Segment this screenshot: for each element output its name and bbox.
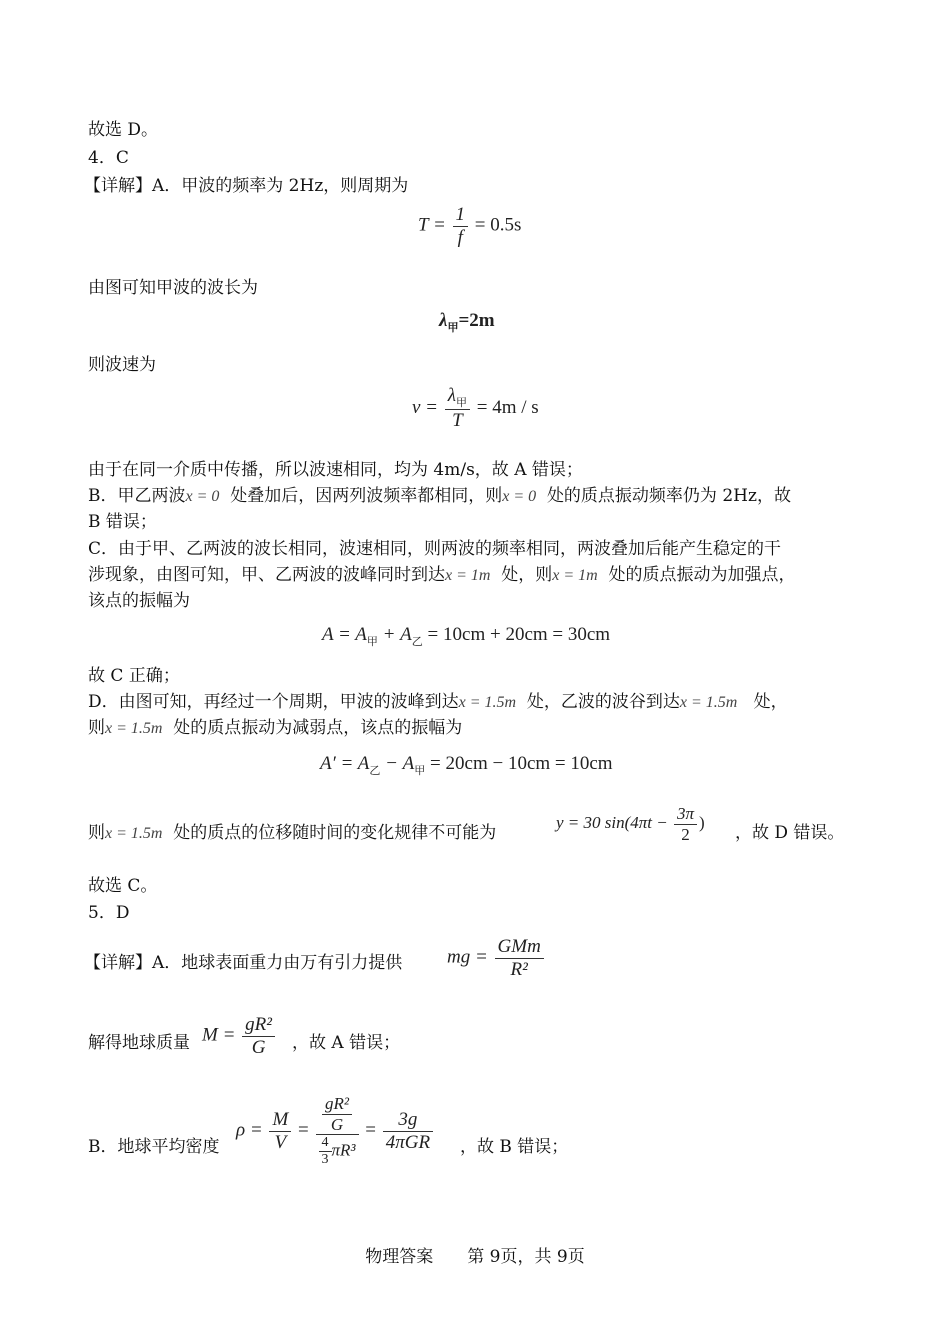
text-line: B 错误； [88, 512, 157, 532]
formula-amplitude-diff: $A' = A_乙 - A_甲 = 20cm - 10cm = 10cm$ [320, 753, 613, 777]
formula-velocity: v = $\frac{\lambda_甲}{T}$ = 4m / s [412, 385, 539, 432]
question-number: 5．D [88, 903, 130, 923]
text-line: B．甲乙两波x = 0 处叠加后，因两列波频率都相同，则x = 0 处的质点振动频率仍为 2Hz，故 [88, 486, 791, 506]
formula-wavelength: $\lambda_甲=2m$ [439, 310, 495, 334]
formula-gravity: mg = $\frac{\text{GMm}}{\text{R²}}$ [447, 936, 546, 981]
text-line: 涉现象，由图可知，甲、乙两波的波峰同时到达x = 1m 处，则x = 1m 处的质点振动为加强点， [88, 565, 796, 585]
text-line: ，故 B 错误； [460, 1137, 569, 1157]
text-line: 则波速为 [88, 355, 156, 375]
footer-subject: 物理答案 [365, 1247, 434, 1267]
formula-earth-mass: M = $\frac{\text{gR²}}{G}$ [202, 1014, 277, 1059]
text-line: 【详解】A．甲波的频率为 2Hz，则周期为 [84, 176, 409, 196]
formula-displacement: y = 30 sin(4πt − $\frac{3\pi}{2}$ ) [556, 804, 705, 844]
text-line: 则x = 1.5m 处的质点振动为减弱点，该点的振幅为 [88, 718, 463, 738]
text-line: 该点的振幅为 [88, 591, 190, 611]
footer-page-number: 第 9页，共 9页 [467, 1247, 585, 1267]
text-line: 故选 C。 [88, 876, 158, 896]
text-line: 则x = 1.5m 处的质点的位移随时间的变化规律不可能为 [88, 823, 497, 843]
formula-amplitude-sum: $A = A_甲 + A_乙 = 10cm + 20cm = 30cm$ [322, 624, 611, 648]
formula-period: T = $\frac{1}{f}$ = 0.5s [418, 204, 522, 248]
text-line: 【详解】A．地球表面重力由万有引力提供 [84, 953, 403, 973]
text-line: 由图可知甲波的波长为 [88, 278, 258, 298]
text-line: ，故 A 错误； [292, 1033, 401, 1053]
text-line: D．由图可知，再经过一个周期，甲波的波峰到达x = 1.5m 处，乙波的波谷到达x = 1.5m 处， [88, 692, 788, 712]
text-line: 故 C 正确； [88, 666, 180, 686]
text-line: B．地球平均密度 [88, 1137, 220, 1157]
text-line: 由于在同一介质中传播，所以波速相同，均为 4m/s，故 A 错误； [88, 460, 583, 480]
page-footer [0, 1242, 950, 1267]
text-line: C．由于甲、乙两波的波长相同，波速相同，则两波的频率相同，两波叠加后能产生稳定的干 [88, 539, 782, 559]
formula-density: ρ = $\frac{M}{V}$ = $\frac{\text{gR²}}{G}$ $\frac{4}{3}$ πR³ = $\frac{3g}{\text{4πGR}}$ [236, 1094, 435, 1168]
text-line: ，故 D 错误。 [735, 823, 845, 843]
text-line: 解得地球质量 [88, 1033, 190, 1053]
question-number: 4．C [88, 148, 129, 168]
text-line: 故选 D。 [88, 120, 159, 140]
